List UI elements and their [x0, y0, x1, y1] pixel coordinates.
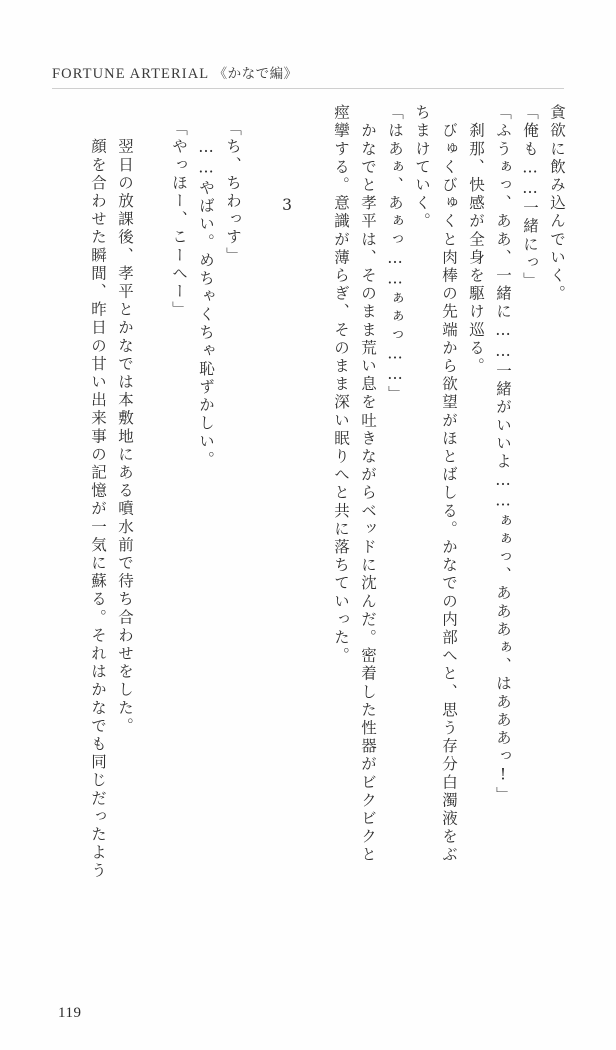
- text-column: 顔を合わせた瞬間、昨日の甘い出来事の記憶が一気に蘇る。それはかなでも同じだったよう: [89, 120, 107, 881]
- text-column: 貪欲に飲み込んでいく。: [548, 104, 566, 304]
- section-number: 3: [278, 196, 296, 216]
- text-column: 「ち、ちわっす」: [224, 120, 242, 265]
- text-column: 翌日の放課後、孝平とかなでは本敷地にある噴水前で待ち合わせをした。: [116, 120, 134, 736]
- text-column: 刹那、快感が全身を駆け巡る。: [467, 104, 485, 376]
- text-column: [241, 104, 267, 924]
- text-column: [133, 104, 159, 924]
- header-title-jp: 《かなで編》: [213, 66, 298, 82]
- text-column: ちまけていく。: [413, 104, 431, 231]
- text-column: 「ふうぁっ、ああ、一緒に……一緒がいいよ……ぁぁっ、あああぁ、はあああっ!」: [494, 104, 512, 805]
- text-column: ……やばい。めちゃくちゃ恥ずかしい。: [197, 120, 215, 469]
- running-header: [52, 62, 564, 88]
- text-column: 「はあぁ、あぁっ……ぁぁっ……」: [386, 104, 404, 404]
- vertical-text-body: [52, 104, 564, 944]
- header-divider: [52, 88, 564, 89]
- text-column: 「やっほー、こーへー」: [170, 120, 188, 320]
- text-column: びゅくびゅくと肉棒の先端から欲望がほとばしる。かなでの内部へと、思う存分白濁液をぶ: [440, 104, 458, 865]
- text-column: 「俺も……一緒にっ」: [521, 104, 539, 290]
- page-number: 119: [58, 1005, 82, 1021]
- text-column: かなでと孝平は、そのまま荒い息を吐きながらベッドに沈んだ。密着した性器がビクビクと: [359, 104, 377, 865]
- text-column: [295, 104, 321, 924]
- header-title-en: FORTUNE ARTERIAL: [52, 66, 210, 82]
- text-column: 痙攣する。意識が薄らぎ、そのまま深い眠りへと共に落ちていった。: [332, 104, 350, 666]
